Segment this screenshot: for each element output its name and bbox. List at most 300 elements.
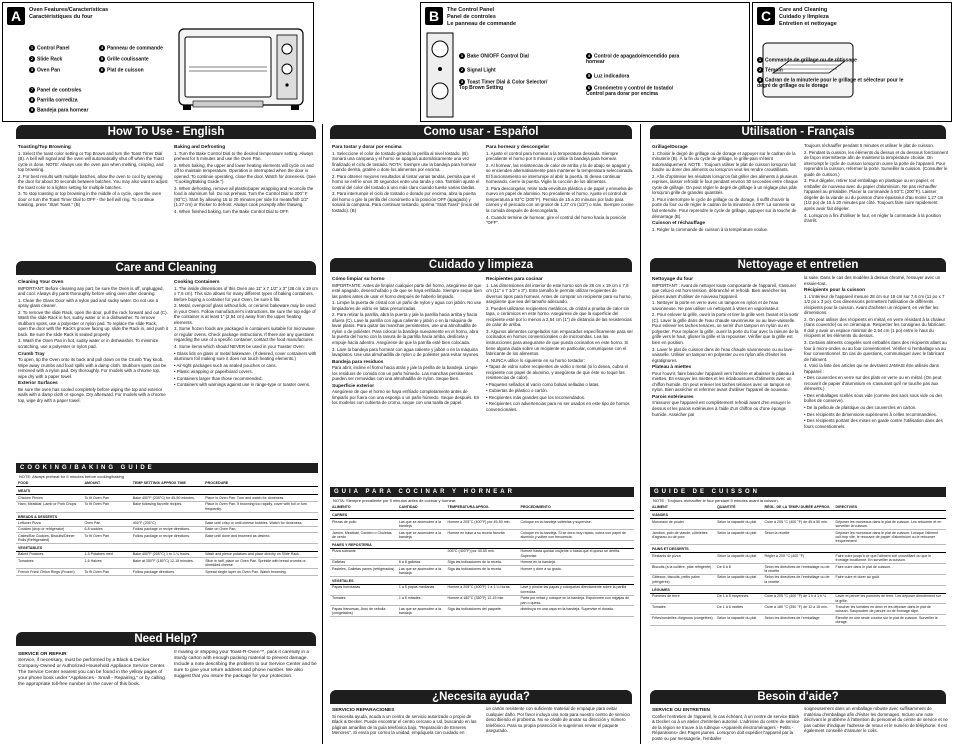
group-row xyxy=(330,511,634,519)
french-help-col2 xyxy=(804,706,948,746)
table-row xyxy=(16,501,318,512)
table-cell: Tomates xyxy=(330,595,397,606)
group-row xyxy=(16,487,318,495)
group-row xyxy=(16,512,318,520)
table-cell: Selon les directives de l'emballage ou de la recette xyxy=(762,564,833,575)
table-cell: Tomates xyxy=(650,604,715,615)
cooking-guide-french xyxy=(650,487,946,687)
paragraph: 3. Para interrumpir el ciclo de tostado o dorado por encima, abra la puerta del horno o gire la perilla del cronómetro a la posición OFF (apagado) y sonará la campana. Para continuar tostando, oprima "Start Toast" (inicio del tostado). (B) xyxy=(332,191,480,214)
paragraph: Para abrir, incline el horno hacia atrás y jale la perilla de la bandeja. Limpie los residuos de comida con un paño húmedo. Las manchas persistentes pueden ser removidas con una almohadilla de nylon. Seque bien. xyxy=(332,365,478,382)
group-row xyxy=(650,511,946,519)
group-label: BREADS & DESSERTS xyxy=(16,512,318,520)
paragraph: Confier l'entretien de l'appareil, le cas échéant, à un centre de service Black & Decker ou à un atelier d'entretien autorisé. L'adresse du centre de service de la région se trouve à la rubrique «Appareils électroménagers - Petits - Réparations» des Pages jaunes. Lorsqu'on doit expédier l'appareil par la poste ou par messagerie, l'emballer xyxy=(652,713,800,741)
table-cell: Spread single layer on Oven Pan. Watch browning. xyxy=(203,569,318,575)
section-heading: Baking and Defrosting xyxy=(174,145,226,150)
figure-a-panel xyxy=(2,2,314,122)
table-cell: Coloque en la bandeja. Si se dora muy rápido, cubra con papel de aluminio y voltee con frecuencia. xyxy=(518,530,634,541)
need-help-banner: Need Help? xyxy=(16,632,316,646)
section-heading: Nettoyage du four xyxy=(652,277,694,282)
section-heading: Cuisson et réchauffage xyxy=(652,221,706,227)
fig-a-label-4: 4 Panneau de commande xyxy=(100,45,163,52)
table-cell: Hornee en base a su receta favorita xyxy=(446,530,519,541)
paragraph: • Air-tight packages such as sealed pouches or cans. xyxy=(174,362,277,368)
table-cell: Cakes/Bar Cookies, Biscuits/Dinner Rolls (Refrigerated) xyxy=(16,533,82,544)
table-cell: Bake on Oven Pan. xyxy=(203,526,318,532)
table-row xyxy=(330,530,634,541)
paragraph: 2. Para retirar la parrilla, abra la puerta y jale la parrilla hacia arriba y hacia afuera (C). Lave la parrilla con agua caliente y jabón o en la máquina de lavar platos. Para quitar las manchas persistentes, use una almohadilla de nylon o de poliéster. Para colocar la bandeja nuevamente en el horno, abra la puerta del horno con la ranura de la parrilla hacia arriba, deslícela y empuje hacia adentro. Asegúrese de que la parrilla esté bien colocada. xyxy=(332,312,479,346)
paragraph: 3. Lave la bandeja para hornear con agua caliente y jabón o en la máquina lavaplatos. Use una almohadilla de nylon o de poliéster para evitar rayones. xyxy=(332,346,480,358)
control-panel-illustration xyxy=(425,31,455,119)
paragraph: 3. Certains aliments congelés sont emballés dans des récipients allant au four à micro-ondes ou au four conventionnel. Vérifier si l'emballage va au four conventionnel. En cas de questions, communiquer avec le fabricant de l'aliment. xyxy=(804,340,947,362)
table-cell: Jambon, pain de viande, côtelettes d'agneau ou de porc xyxy=(650,530,715,545)
guide-table xyxy=(650,504,946,626)
fig-a-label-6: 6 Plat de cuisson xyxy=(100,67,144,74)
table-cell: 1-5 Potatoes med. xyxy=(82,551,130,557)
paragraph: • Recipientes con advertencias para no ser usados en este tipo de hornos convencionales. xyxy=(486,401,630,413)
table-row xyxy=(330,595,634,606)
table-row xyxy=(650,593,946,604)
table-cell: Gâteaux, biscuits, petits pains (réfrigérés) xyxy=(650,574,715,585)
section-heading: SERVICIO REPARACIONES xyxy=(332,708,395,713)
group-label: VEGETABLES xyxy=(16,544,318,552)
figure-b-heading: The Control Panel Panel de controles Le panneau de commande xyxy=(447,7,517,27)
fig-a-label-7: 7 Panel de controles xyxy=(30,87,82,94)
table-row xyxy=(330,566,634,577)
figure-b-panel xyxy=(420,2,750,122)
spanish-help-col2 xyxy=(486,706,634,746)
french-help-col1 xyxy=(652,706,800,746)
column-header: RÉGL. DE LA TEMP./ DURÉE APPROX. xyxy=(762,504,833,511)
group-label: MEATS xyxy=(16,487,318,495)
table-cell: Follow package directions. xyxy=(131,569,203,575)
group-row xyxy=(650,585,946,593)
table-cell: Trancher les tomates en deux et les déposer dans le plat de cuisson. Saupoudrer de panure ou de fromage râpé. xyxy=(834,604,947,615)
column-header: ALIMENT xyxy=(650,504,715,511)
figure-letter-c: C xyxy=(757,7,775,25)
english-help-col2 xyxy=(174,650,318,744)
table-cell: Laver et percer les pommes de terre. Les déposer directement sur la grille. xyxy=(834,593,947,604)
paragraph: un cartón resistente con suficiente material de empaque para evitar cualquier daño. Por favor incluya una nota para nuestro centro de servicio describiendo el problema. No se olvide de anotar su dirección y número telefónico. Para su propia protección le sugerimos enviar el paquete asegurado. xyxy=(486,706,630,734)
paragraph: Asegúrese de que el horno se haya enfriado completamente antes de limpiarlo por fuera con una esponja o un paño húmedo. Seque después. En los modelos con cubierta de cromo, seque con una toalla de papel. xyxy=(332,389,480,406)
table-cell: Pasteles, Galletas panes (refrigerados) xyxy=(330,566,397,577)
spanish-care-col1 xyxy=(332,275,482,481)
column-header: PROCEDIMIENTO xyxy=(518,504,634,511)
table-row xyxy=(330,519,634,530)
table-cell: Pizza sobrante xyxy=(330,548,397,559)
table-cell: Baked Potatoes xyxy=(16,551,82,557)
table-row xyxy=(650,574,946,585)
table-cell: Lave y pinche las papas y colóquelas directamente sobre la parilla corrediza. xyxy=(518,584,634,595)
section-heading: Plateau à miettes xyxy=(652,365,692,371)
table-cell: Bake 400°F (205°C) 1 to 1-¼ hours. xyxy=(131,551,203,557)
section-heading: Recipientes para cocinar xyxy=(486,277,543,282)
column-divider-left xyxy=(322,124,323,744)
paragraph: 1. Seleccione el color de tostado girando la perilla al nivel tostado. (B). Sonará una campana y el horno se apagará automáticamente una vez finalizado el ciclo de tostado. NOTA: Siempre use la bandeja para hornear cuando derrita, gratine o dore los alimentos por encima. xyxy=(332,150,477,173)
paragraph: 2. On peut utiliser des récipients en métal, en verre résistant à la chaleur (sans couvercle) ou en céramique. Respecter les consignes du fabricant. Il doit y avoir un espace minimal de 2,54 cm (1 po) entre le haut du récipient et les éléments du dessus. xyxy=(804,316,946,339)
table-cell: Déposer les morceaux dans le plat de cuisson. Les retourner et en surveiller la cuisson. xyxy=(834,519,947,530)
table-cell: To fit Oven Pan xyxy=(82,501,130,512)
french-care-col1 xyxy=(652,275,800,483)
paragraph: • Containers with warnings against use in range-type or toaster ovens. xyxy=(174,382,311,388)
paragraph: 3. Pour dégeler, retirer tout emballage en plastique ou en papier, et emballer de nouveau avec du papier d'aluminium. Ne pas réchauffer l'appareil au préalable. Placer la commande à 93°C (200°F). Laisser dégeler de la viande ou du poisson d'une épaisseur d'au moins 1,27 cm (1/2 po) de 15 à 20 minutes par côté. Toujours faire cuire rapidement après avoir fait dégeler. xyxy=(804,178,944,212)
table-row xyxy=(650,519,946,530)
section-heading: Superficie exterior xyxy=(332,383,375,389)
table-cell: Slice in half, place on Oven Pan. Sprinkle with bread crumbs or shredded cheese. xyxy=(203,558,318,569)
fig-b-label-1: 1 Bake ON/OFF Control Dial xyxy=(460,53,529,60)
paragraph: 4. Voici la liste des articles qui ne devraient JAMAIS être utilisés dans l'appareil : xyxy=(804,363,939,374)
paragraph: • Paquetes sellados al vacío como bolsas selladas o latas. xyxy=(486,381,600,387)
table-row xyxy=(650,564,946,575)
paragraph: 1. Nettoyer la porte en verre avec un tampon en nylon et de l'eau savonneuse. Ne pas utiliser un nettoyant à vitres en vaporisateur. xyxy=(652,300,780,311)
table-cell: French Fries/ Onion Rings (Frozen) xyxy=(16,569,82,575)
fig-c-label-2: 2 Témoin xyxy=(758,67,783,74)
paragraph: 2. Pendant la cuisson, les éléments du dessus et du dessous fonctionnent de façon intermittente afin de maintenir la température choisie. On interrompt le cycle de cuisson lorsqu'on ouvre la porte de l'appareil. Pour reprendre la cuisson, refermer la porte. Surveiller la cuisson. (Consulter le guide de cuisson.) xyxy=(804,149,948,177)
guide-title: GUIDE DE CUISSON xyxy=(650,487,946,497)
paragraph: Be sure the oven has cooled completely before wiping the top and exterior walls with a damp cloth or sponge. Dry afterward. For models with a chrome top, wipe dry with a paper towel. xyxy=(18,386,166,403)
figure-c-panel xyxy=(752,2,952,122)
paragraph: 2. Pour enlever la grille, ouvrir la porte et tirer la grille vers l'avant et la sortir (C). Laver la grille dans de l'eau chaude savonneuse ou au lave-vaisselle. Pour enlever les taches tenaces, se servir d'un tampon en nylon ou en polyester. Pour replacer la grille, ouvrir la porte du four avec la rainure de la grille vers le haut, glisser la grille et la repousser. Vérifier que la grille est bien en position. xyxy=(652,312,799,346)
paragraph: 2. Afin d'optimiser les résultats lorsqu'on fait griller des aliments à plusieurs reprises, laisser refroidir le four pendant environ 30 secondes entre chaque cycle de grillage. On peut régler le degré de grillage à un réglage plus pâle lorsqu'on grille de grandes quantités. xyxy=(652,173,798,196)
french-care-col2 xyxy=(804,275,948,483)
paragraph: • Tapas de vidrio sobre recipientes de vidrio o metal (si lo desea, cubra el recipiente con papel de aluminio, y asegúrese de que éste no toque las resistencias de calor). xyxy=(486,364,629,381)
table-cell: Selon les directives de l'emballage xyxy=(762,615,833,626)
table-row xyxy=(650,604,946,615)
section-heading: SERVICE OU ENTRETIEN xyxy=(652,708,711,713)
paragraph: 3. Laver le plat de cuisson dans de l'eau chaude savonneuse ou au lave-vaisselle. Utiliser un tampon en polyester ou en nylon afin d'éviter les égratignures. xyxy=(652,346,794,363)
guide-table xyxy=(330,504,634,617)
table-cell: Morceaux de poulet xyxy=(650,519,715,530)
english-care-col1 xyxy=(18,278,168,458)
table-cell: Faire cuire dans le plat de cuisson. xyxy=(834,564,947,575)
table-cell: Oven Pan xyxy=(82,520,130,526)
group-row xyxy=(650,545,946,553)
paragraph: 1. Régler la commande de cuisson à la température voulue. xyxy=(652,226,769,232)
section-heading: Récipients pour la cuisson xyxy=(804,288,866,294)
paragraph: 3. Algunos alimentos congelados son empacados específicamente para ser cocinados en hornos convencionales o de microondas. Lea las instrucciones para asegurarse de que pueda cocinarlos en este horno. Si tiene alguna duda sobre un recipiente en particular, comuníquese con el fabricante de los alimentos. xyxy=(486,328,633,357)
paragraph: Service, if necessary, must be performed by a Black & Decker Company-Owned or Authorized Household Appliance Service Center. The Service Center nearest you can be found in the yellow pages of your phone book under "Appliances - Small - Repairing," or by calling the appropriate toll-free number on the cover of this book. xyxy=(18,658,166,687)
table-cell: Selon la capacité du plat xyxy=(715,530,762,545)
table-row xyxy=(330,584,634,595)
paragraph: • Des récipients de dimensions supérieures à celles recommandées. xyxy=(804,411,938,417)
table-cell: Biscuits (à la cuillère, pâte réfrigérée) xyxy=(650,564,715,575)
table-cell: Las que se acomoden a la bandeja xyxy=(397,530,446,541)
guide-note: NOTA: Siempre precaliente por 5 minutos antes de cocinar y hornear. xyxy=(333,498,457,503)
table-cell: De 1 à 5 moyennes xyxy=(715,593,762,604)
paragraph: • Glass lids on glass or metal bakeware. (If desired, cover containers with aluminum foil making sure it does not touch heating elements.) xyxy=(174,350,317,362)
paragraph: • Des emballages scellés sous vide (comme des sacs sous vide ou des boîtes de conserve). xyxy=(804,392,943,404)
paragraph: IMPORTANTE: Antes de limpiar cualquier parte del horno, asegúrese de que esté apagado, desenchufado y de que se haya enfriado. Siempre seque bien las partes antes de usar el horno después de haberlo limpiado. xyxy=(332,282,482,299)
table-cell: Siga las indicaciones del paquete. xyxy=(446,606,519,617)
necesita-ayuda-banner: ¿Necesita ayuda? xyxy=(330,690,632,704)
table-row xyxy=(650,530,946,545)
como-usar-banner: Como usar - Español xyxy=(330,125,632,139)
table-cell: 400°F (205°C) xyxy=(131,520,203,526)
fig-a-label-3: 3 Oven Pan xyxy=(30,67,61,74)
table-cell: Restants de pizza xyxy=(650,553,715,564)
table-cell: Selon la capacité du plat xyxy=(715,574,762,585)
group-label: CARNES xyxy=(330,511,634,519)
paragraph: Pour l'ouvrir, faire basculer l'appareil vers l'arrière et abaisser le plateau à miettes. En essuyer les miettes et les éclaboussures d'aliments avec un chiffon humide. On peut enlever les taches tenaces avec un tampon en nylon. Bien assécher et refermer avant d'utiliser l'appareil de nouveau. xyxy=(652,370,795,393)
table-cell: Selon les directives de l'emballage ou de la recette xyxy=(762,574,833,585)
table-row xyxy=(650,615,946,626)
figure-letter-b: B xyxy=(425,7,443,25)
paragraph: 1. Las dimensiones del interior de este horno son de 28 cm x 19 cm x 7,6 cm (11" x 7 1/2" x 3"). Este tamaño le permite utilizar recipientes de diversos tipos para hornear. Antes de comprar un recipiente para su horno, asegúrese que sea del tamaño adecuado. xyxy=(486,282,632,305)
paragraph: 1. Select the toast color setting or Top Brown and turn the Toast Timer Dial (B). A bell will signal and the oven will automatically shut off when the Toast cycle is done. NOTE: Always use the oven pan when melting, crisping, and top browning. xyxy=(18,150,164,173)
group-label: PANES Y REPOSTERIA xyxy=(330,540,634,548)
paragraph: Si necesita ayuda, acuda a un centro de servicio autorizado o propio de Black & Decker. Puede encontrar el centro cercano a Ud. buscando en las páginas amarillas de la guía telefónica bajo, "Reparación de Enseres Menores". Si envía por correo la unidad, empáquela con cuidado en xyxy=(332,713,477,736)
english-care-col2 xyxy=(174,278,318,458)
fig-b-label-6: 6 Cronómetro y control de tostado/ Control para dorar por encima xyxy=(586,85,674,98)
table-cell: Selon la capacité du plat xyxy=(715,553,762,564)
table-cell: Cuire à 205 °C (400 °F) de 1 h à 1 h ¼ xyxy=(762,593,833,604)
table-cell: Selon la capacité du plat xyxy=(715,519,762,530)
column-header: FOOD xyxy=(16,480,82,487)
group-label: VIANDES xyxy=(650,511,946,519)
table-cell: Hornee en la bandeja. xyxy=(518,559,634,565)
paragraph: 1. Limpie la puerta de cristal con un paño de nylon y agua con jabón. No use limpiadores de vidrio en latas presurizadas. xyxy=(332,300,482,311)
paragraph: 3. Wash the Oven Pan in hot, sudsy water or in dishwasher. To minimize scratching, use a polyester or nylon pad. xyxy=(18,338,159,350)
paragraph: 3. When defrosting, remove all plastic/paper wrapping and reconcile the food in aluminum foil. Do not preheat. Turn the Control Dial to 200° F (93°C). Start by allowing 15 to 20 minutes per side for meats/fish 1/2" (1.27 cm) or thicker to defrost. Always cook promptly after thawing. xyxy=(174,185,314,208)
table-cell: Las que se acomoden a la bandeja xyxy=(397,566,446,577)
table-cell: Siga las indicaciones de la receta. xyxy=(446,566,519,577)
table-cell: Las que se acomoden a la bandeja xyxy=(397,606,446,617)
figure-letter-a: A xyxy=(7,7,25,25)
nettoyage-banner: Nettoyage et entretien xyxy=(650,258,946,272)
toaster-oven-illustration xyxy=(173,19,311,119)
paragraph: • Recipientes más grandes que los recomendados. xyxy=(486,394,586,400)
guide-table xyxy=(16,480,318,576)
table-row xyxy=(330,606,634,617)
column-header: QUANTITÉ xyxy=(715,504,762,511)
table-cell: Tomatoes xyxy=(16,558,82,569)
table-cell: Bake until done and browned as desired. xyxy=(203,533,318,544)
fig-c-label-1: 1 Commande de grillage ou de rôtissage xyxy=(758,57,857,64)
table-cell: To fit Oven Pan xyxy=(82,569,130,575)
paragraph: 1. The inside dimensions of this Oven are 11" x 7 1/2" x 3" (28 cm x 19 cm x 7,6 cm). This size allows for many different types of baking containers. Before buying a container for your Oven, be sure it fits. xyxy=(174,285,318,302)
paragraph: 2. Para obtener mejores resultados al tostar varias tandas, permita que el horno se enfríe unos 30 segundos entre una tanda y otra. También ajuste el control del color del tostado a uno más claro cuando tueste varias tandas. xyxy=(332,173,480,190)
paragraph: • Containers larger than those recommended. xyxy=(174,375,263,381)
spanish-use-col2 xyxy=(486,143,634,255)
table-cell: Bake 400°F (205°C) for 45-50 minutes. xyxy=(131,495,203,501)
column-header: AMOUNT xyxy=(82,480,130,487)
table-cell: Parta por mitad y coloque en la bandeja. Espolvoree con migajas de pan o queso. xyxy=(518,595,634,606)
french-use-col1 xyxy=(652,143,800,255)
table-cell: Hornee hasta quedar crujiente o hasta que el queso se derrita. Supervise. xyxy=(518,548,634,559)
table-cell: 1 a 6 mitades xyxy=(397,595,446,606)
table-cell: Follow package or recipe directions. xyxy=(131,526,203,532)
paragraph: 4. Some items which should NEVER be used in your Toaster Oven: xyxy=(174,344,305,350)
table-cell: Bake following favorite recipes. xyxy=(131,501,203,512)
table-cell: Hornee a 205°C (400°F) por 45-50 min. xyxy=(446,519,519,530)
figure-a-heading: Oven Features/Características Caractéristiques du four xyxy=(29,7,109,20)
table-cell: Étendre en une seule couche sur le plat de cuisson. Surveiller le dorage. xyxy=(834,615,947,626)
table-cell: Papas horneadas xyxy=(330,584,397,595)
paragraph: • Cubiertas de plástico o cartón. xyxy=(486,388,549,394)
section-heading: Cleaning Your Oven xyxy=(18,280,64,285)
paragraph: 2. When baking, the upper and lower heating elements will cycle on and off to maintain temperature. Operation is interrupted when the door is opened. To continue operating, close the door. Watch for doneness. (See "Cooking/Baking Guide.") xyxy=(174,162,316,185)
group-label: LÉGUMES xyxy=(650,585,946,593)
paragraph: 2. For best results with multiple batches, allow the oven to cool by opening the door for about 30 seconds between batches. You may also want to adjust the toast color to a lighter setting for multiple batches. xyxy=(18,173,168,190)
fig-c-label-3: 3 Cadran de la minuterie pour le grillage et sélecteur pour le degré de grillage ou le dorage xyxy=(757,77,904,90)
cooking-guide-spanish xyxy=(330,487,634,687)
cuidado-banner: Cuidado y limpieza xyxy=(330,258,632,272)
column-divider-right xyxy=(640,124,641,744)
table-cell: Bake until crisp or until cheese bubbles. Watch for doneness. xyxy=(203,520,318,526)
group-row xyxy=(330,540,634,548)
table-cell: Jamón, Meatloaf, Cordero o Chuletas de cerdo xyxy=(330,530,397,541)
table-cell: 6-8 cookies xyxy=(82,526,130,532)
table-cell: Las que se acomoden a la bandeja xyxy=(397,519,446,530)
spanish-use-col1 xyxy=(332,143,482,255)
paragraph: 2. Pueden utilizarse recipientes metálicos, de cristal a prueba de calor sin tapa, o cerámicos en este horno. Asegúrese de que la superficie del recipiente esté por lo menos a 2,54 cm (1") de distancia de las resistencias de calor de arriba. xyxy=(486,305,632,328)
table-cell: 205°C (400°F) por 40-50 min. xyxy=(446,548,519,559)
paragraph: 3. Pour interrompre le cycle de grillage ou de dorage, il suffit d'ouvrir la porte du four ou de régler le cadran de la minuterie à OFF. La sonnerie se fait entendre. Pour reprendre le cycle de grillage, appuyer sur la touche de démarrage (B). xyxy=(652,196,797,219)
paragraph: 2. To remove the slide Rack, open the door, pull the rack forward and out (C). Wash the slide Rack in hot, sudsy water or in a dishwasher. To remove stubborn spots, use a polyester or nylon pad. To replace the slide Rack, open the door with the Rack's groove facing up, slide the Rack in, and push it back. Be sure the slide Rack is seated properly. xyxy=(18,309,168,337)
table-cell: Cuire à 205 °C (400 °F) de 45 à 50 min. xyxy=(762,519,833,530)
paragraph: 1. Choisir le degré de grillage ou de dorage et appuyer sur le cadran de la minuterie (B). À la fin du cycle de grillage, le grille-pain s'éteint automatiquement. NOTE : Toujours utiliser le plat de cuisson lorsqu'on fait fondre ou dorer des aliments ou lorsqu'on veut les rendre croustillants. xyxy=(652,150,796,173)
spanish-help-col1 xyxy=(332,706,482,746)
group-row xyxy=(16,544,318,552)
column-header: PROCEDURE xyxy=(203,480,318,487)
section-heading: Para tostar y dorar por encima xyxy=(332,145,402,150)
section-heading: Para hornear y descongelar xyxy=(486,145,550,150)
english-help-col1 xyxy=(18,650,168,744)
paragraph: 2. Metal, ovenproof glass without lids, or ceramic bakeware may be used in your Oven. Follow manufacturer's instructions. Be sure the top edge of the container is at least 1" (2,54 cm) away from the upper heating elements. xyxy=(174,303,316,325)
table-row xyxy=(330,548,634,559)
fig-b-label-3: 3 Toast Timer Dial & Color Selector/ Top Brown Setting xyxy=(459,79,548,92)
paragraph: • Des récipients portant des mises en garde contre l'utilisation dans des fours conventionnels. xyxy=(804,418,943,429)
paragraph: 4. When finished baking, turn the Bake Control Dial to OFF. xyxy=(174,209,290,215)
table-row xyxy=(16,569,318,575)
english-use-col1 xyxy=(18,143,168,255)
section-heading: Crumb Tray xyxy=(18,351,45,357)
table-cell: distribuya en una capa en la bandeja. Supervise el dorado. xyxy=(518,606,634,617)
guide-title: GUIA PARA COCINAR Y HORNEAR xyxy=(330,487,634,497)
column-header: TEMP SETTING/ APPROX TIME xyxy=(131,480,203,487)
table-cell: Follow package or recipe directions. xyxy=(131,533,203,544)
paragraph: To open, tip the Oven onto its back and pull down on the Crumb Tray knob. Wipe away crumbs and food spills with a damp cloth. Stubborn spots can be removed with a nylon pad. Dry thoroughly. For models with a chrome top, wipe dry with a paper towel. xyxy=(18,357,167,379)
table-cell: 6 a 8 galletas xyxy=(397,559,446,565)
section-heading: Cómo limpiar su horno xyxy=(332,277,385,282)
table-cell: Déposer les morceaux dans le plat de cuisson. Lorsque l'aliment cuit trop vite, le recouvrir de papier d'aluminium ou le retourner fréquemment. xyxy=(834,530,947,545)
table-cell: Chicken Pieces xyxy=(16,495,82,501)
column-header: ALIMENTO xyxy=(330,504,397,511)
paragraph: • Plastic wrapping or paperboard covers. xyxy=(174,369,253,375)
paragraph: 1. Ajuste el control para hornear a la temperatura deseada. Siempre precaliente el horno por 5 minutos y utilice la bandeja para hornear. xyxy=(486,150,619,162)
english-use-col2 xyxy=(174,143,318,255)
paragraph: 3. Some frozen foods are packaged in containers suitable for microwave or regular ovens. Check package instructions. If there are any questions regarding the use of a specific container, contact the food manufacturer. xyxy=(174,326,315,343)
table-cell: Ham, Meatloaf, Lamb or Pork Chops xyxy=(16,501,82,512)
table-cell: 1-6 Halves xyxy=(82,558,130,569)
section-heading: Bandeja para residuos xyxy=(332,359,384,365)
paragraph: IMPORTANT: Before cleaning any part, be sure the Oven is off, unplugged, and cool. Always dry parts thoroughly before using oven after cleaning. xyxy=(18,285,164,297)
table-cell: Hornee y dore a su gusto. xyxy=(518,566,634,577)
table-cell: Hornee a 205°C (400°F) 1 a 1-¼ horas. xyxy=(446,584,519,595)
column-header: DIRECTIVES xyxy=(834,504,947,511)
table-cell: Cuire à 180 °C (350 °F) de 12 à 15 min. xyxy=(762,604,833,615)
paragraph: 4. Lorsqu'on a fini d'utiliser le four, en régler la commande à la position d'arrêt. xyxy=(804,212,941,224)
section-heading: Grillage/Dorage xyxy=(652,145,688,150)
group-row xyxy=(330,576,634,584)
table-cell: De 6 à 8 xyxy=(715,564,762,575)
group-label: VEGETALES xyxy=(330,576,634,584)
besoin-aide-banner: Besoin d'aide? xyxy=(650,690,946,704)
paragraph: • Des couvercles en verre sur des plats en verre ou en métal. (On peut recouvrir de papier d'aluminium en s'assurant qu'il ne touche pas aux éléments.) xyxy=(804,375,942,392)
french-use-col2 xyxy=(804,143,948,255)
paragraph: 1. Turn the Bake Control Dial to the desired temperature setting. Always preheat for 5 minutes and use the Oven Pan. xyxy=(174,150,314,162)
how-to-use-banner: How To Use - English xyxy=(16,125,316,139)
fig-b-label-4: 4 Control de apagado/encendido para hornear xyxy=(586,53,680,66)
table-cell: 1 a 5 papas medianas xyxy=(397,584,446,595)
guide-title: COOKING/BAKING GUIDE xyxy=(16,463,318,473)
paragraph: 1. L'intérieur de l'appareil mesure 28 cm sur 19 cm sur 7,6 cm (11 po x 7 1/2 po x 3 po). Ces dimensions permettent l'utilisation de différents récipients pour la cuisson. Avant d'acheter un récipient, en vérifier les dimensions. xyxy=(804,293,945,316)
figure-c-heading: Care and Cleaning Cuidado y limpieza Entretien et nettoyage xyxy=(779,7,837,27)
paragraph: 2. Al hornear, las resistencias de calor de arriba y la de abajo se apagan y se encienden alternativamente para mantener la temperatura seleccionada. El funcionamiento se interrumpe al abrir la puerta. Si desea continuar horneando, cierre la puerta. Vigile la cocción de los alimentos. xyxy=(486,162,634,185)
fig-a-label-2: 2 Slide Rack xyxy=(30,56,63,63)
paragraph: 1. Clean the Glass Door with a nylon pad and sudsy water. Do not use a spray glass cleaner. xyxy=(18,297,159,309)
table-cell: Régler à 205 °C (400 °F) xyxy=(762,553,833,564)
table-cell: Piezas de pollo xyxy=(330,519,397,530)
table-cell xyxy=(397,548,446,559)
fig-b-label-5: 5 Luz indicadora xyxy=(587,73,630,80)
table-row xyxy=(650,553,946,564)
paragraph: Toujours réchauffer pendant 5 minutes et utiliser le plat de cuisson. xyxy=(804,143,935,148)
group-label: PAINS ET DESSERTS xyxy=(650,545,946,553)
table-cell: Selon la recette xyxy=(762,530,833,545)
table-cell: Cookies (drop or refrigerator) xyxy=(16,526,82,532)
table-cell: Bake at 350°F (180°C) 12-15 minutes. xyxy=(131,558,203,569)
table-cell: Galletas xyxy=(330,559,397,565)
fig-a-label-1: 1 Control Panel xyxy=(30,45,70,52)
table-cell: Place in Oven Pan. Turn and watch for doneness. xyxy=(203,495,318,501)
utilisation-banner: Utilisation - Français xyxy=(650,125,946,139)
table-cell: Hornee a 180°C (350°F) 12-15 min. xyxy=(446,595,519,606)
table-cell: Papas francesas, Aros de cebolla (congelados) xyxy=(330,606,397,617)
fig-a-label-9: 9 Bandeja para hornear xyxy=(30,107,89,114)
paragraph: S'assurer que l'appareil est complètement refroidi avant d'en essuyer le dessus et les parois extérieures à l'aide d'un chiffon ou d'une éponge humide. Assécher par xyxy=(652,400,791,417)
paragraph: 4. NUNCA utilice lo siguiente en su horno tostador: xyxy=(486,357,585,363)
column-header: CANTIDAD xyxy=(397,504,446,511)
section-heading: Cooking Containers xyxy=(174,280,220,285)
paragraph: • De la pellicule de plastique ou des couvercles en carton. xyxy=(804,405,917,411)
paragraph: 3. To stop toasting or top browning in the middle of a cycle, open the oven door or turn the Toast Timer Dial to OFF - the bell will ring. To continue toasting, press "Start Toast." (B) xyxy=(18,191,162,208)
cooking-guide-english xyxy=(16,463,318,623)
paragraph: 3. Para descongelar, retire toda envoltura plástica o de papel y envuelva de nuevo en papel de aluminio. No precaliente el horno. Ajuste el control de temperatura a 93°C (200°F). Permita de 15 a 20 minutos por lado para carnes y el pescado con un grosor de 1,27 cm (1/2") o más. Siempre cocine la comida después de descongelarla. xyxy=(486,185,634,214)
paragraph: 4. Cuando termine de hornear, gire el control del horno hacia la posición "OFF". xyxy=(486,214,627,226)
table-cell: Frites/rondelles d'oignons (congelées) xyxy=(650,615,715,626)
table-cell: De 1 à 6 moitiés xyxy=(715,604,762,615)
guide-note: NOTE : Toujours réchauffer le four pendant 5 minutes avant la cuisson. xyxy=(653,498,779,503)
paragraph: la suite. Dans le cas des modèles à dessus chromé, l'essuyer avec un essuie-tout. xyxy=(804,275,941,286)
table-cell: Wash and pierce potatoes and place directly on Slide Rack. xyxy=(203,551,318,557)
table-cell: Coloque en la bandeja voltéelas y supervise. xyxy=(518,519,634,530)
column-header: TEMPERATURA APROX. xyxy=(446,504,519,511)
table-row xyxy=(16,533,318,544)
fig-a-label-8: 8 Parrilla corrediza xyxy=(30,97,78,104)
fig-b-label-2: 2 Signal Light xyxy=(460,67,496,74)
fig-a-label-5: 5 Grille coulissante xyxy=(100,56,149,63)
care-cleaning-banner: Care and Cleaning xyxy=(16,261,316,275)
guide-note: NOTE: Always preheat for 5 minutes before cooking/baking xyxy=(19,474,124,479)
section-heading: Parois extérieures xyxy=(652,394,694,400)
spanish-care-col2 xyxy=(486,275,634,481)
table-cell: Pommes de terre xyxy=(650,593,715,604)
table-cell: To fit Oven Pan xyxy=(82,495,130,501)
section-heading: SERVICE OR REPAIR xyxy=(18,652,67,657)
table-cell: Selon la capacité du plat xyxy=(715,615,762,626)
table-cell: Faire cuire jusqu'à ce que l'aliment soit croustillant ou que le fromage bouillonne. En surveiller la cuisson. xyxy=(834,553,947,564)
table-cell: Siga las indicaciones de la receta. xyxy=(446,559,519,565)
